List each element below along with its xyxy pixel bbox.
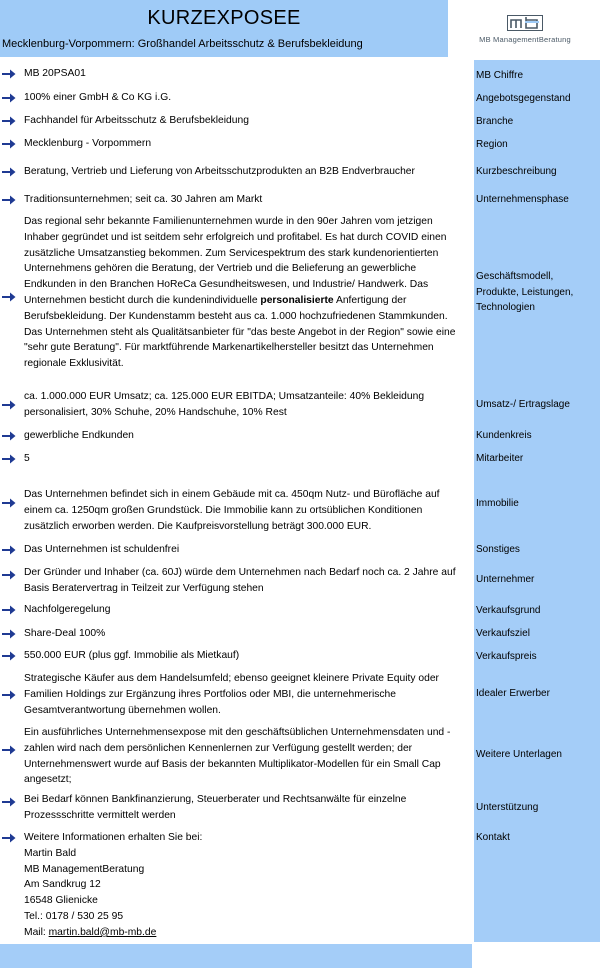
row-label: Kontakt xyxy=(476,832,510,843)
row-value: Das Unternehmen ist schuldenfrei xyxy=(24,544,180,555)
row-label: Umsatz-/ Ertragslage xyxy=(476,399,570,410)
arrow-right-icon xyxy=(2,291,16,303)
arrow-right-icon xyxy=(2,166,16,178)
arrow-right-icon xyxy=(2,430,16,442)
arrow-right-icon xyxy=(2,604,16,616)
row-value-text: Anfertigung der Berufsbekleidung. Der Kundenstamm besteht aus ca. 1.000 hochzufriedenen Stammkunden. Das Unternehmen steht als Qualitätsanbieter für "das beste Angebot in der Region" sowie eine "sehr gute Beratung". Für marktführende Markenartikelhersteller besitzt das Unternehmen regionale Exklusivität. xyxy=(24,294,456,370)
row-value: 550.000 EUR (plus ggf. Immobilie als Mietkauf) xyxy=(24,650,240,661)
arrow-right-icon xyxy=(2,194,16,206)
row-value: Der Gründer und Inhaber (ca. 60J) würde dem Unternehmen nach Bedarf noch ca. 2 Jahre auf Basis Beratervertrag in Teilzeit zur Verfügung stehen xyxy=(24,567,456,594)
contact-block xyxy=(24,830,468,941)
arrow-right-icon xyxy=(2,453,16,465)
row-value-emphasis: personalisierte xyxy=(260,294,334,306)
header-band xyxy=(0,0,448,57)
arrow-right-icon xyxy=(2,689,16,701)
arrow-right-icon xyxy=(2,832,16,844)
row-value: Bei Bedarf können Bankfinanzierung, Steuerberater und Rechtsanwälte für einzelne Prozessschritte vermittelt werden xyxy=(24,794,407,821)
row-label: Idealer Erwerber xyxy=(476,688,550,699)
row-value: 100% einer GmbH & Co KG i.G. xyxy=(24,92,172,103)
row-label: Geschäftsmodell, Produkte, Leistungen, Technologien xyxy=(476,271,574,313)
mail-prefix: Mail: xyxy=(24,926,49,938)
contact-phone: Tel.: 0178 / 530 25 95 xyxy=(24,910,124,922)
arrow-right-icon xyxy=(2,544,16,556)
row-label: MB Chiffre xyxy=(476,70,524,81)
arrow-right-icon xyxy=(2,744,16,756)
arrow-right-icon xyxy=(2,92,16,104)
row-value: Nachfolgeregelung xyxy=(24,604,111,615)
email-link[interactable]: martin.bald@mb-mb.de xyxy=(48,926,157,938)
row-label: Mitarbeiter xyxy=(476,453,524,464)
row-value: Beratung, Vertrieb und Lieferung von Arbeitsschutzprodukten an B2B Endverbraucher xyxy=(24,166,415,177)
contact-name: Martin Bald xyxy=(24,847,77,859)
row-label: Angebotsgegenstand xyxy=(476,93,571,104)
page-subtitle: Mecklenburg-Vorpommern: Großhandel Arbeitsschutz & Berufsbekleidung xyxy=(2,38,363,50)
arrow-right-icon xyxy=(2,497,16,509)
arrow-right-icon xyxy=(2,569,16,581)
row-label: Unternehmensphase xyxy=(476,194,569,205)
row-value-text: Das regional sehr bekannte Familienunternehmen wurde in den 90er Jahren vom jetzigen Inhaber gegründet und ist seitdem sehr erfolgreich und profitabel. Es hat durch COVID einen zusätzliche Umsatzanstieg bekommen. Zum Servicespektrum des stark kundenorientierten Unternehmens gehören die Beratung, der Vertrieb und die Belieferung an gewerbliche Endkunden in den Branchen HoReCa Gesundheitswesen, und Industrie/ Handwerk. Das Unternehmen besticht durch die kundenindividuelle xyxy=(24,216,447,306)
row-label: Verkaufsziel xyxy=(476,628,530,639)
arrow-right-icon xyxy=(2,399,16,411)
row-value: Das Unternehmen befindet sich in einem Gebäude mit ca. 450qm Nutz- und Bürofläche auf einem ca. 1250qm großen Grundstück. Die Immobilie kann zu ortsüblichen Konditionen zusätzlich erworben werden. Die Kaufpreisvorstellung beträgt 300.000 EUR. xyxy=(24,489,440,532)
row-value: Ein ausführliches Unternehmensexpose mit den geschäftsüblichen Unternehmensdaten und -zahlen wird nach dem persönlichen Kennenlernen zur Verfügung gestellt werden; der Unternehmenswert wurde auf Basis der bekannten Multiplikator-Modellen für ein Small Cap angesetzt; xyxy=(24,727,451,786)
contact-line: Weitere Informationen erhalten Sie bei: xyxy=(24,832,203,843)
row-value xyxy=(24,214,468,372)
row-label: Kundenkreis xyxy=(476,430,532,441)
row-value: Fachhandel für Arbeitsschutz & Berufsbekleidung xyxy=(24,115,249,126)
row-label: Kurzbeschreibung xyxy=(476,166,557,177)
row-label: Sonstiges xyxy=(476,544,520,555)
row-label: Unterstützung xyxy=(476,802,539,813)
arrow-right-icon xyxy=(2,628,16,640)
contact-street: Am Sandkrug 12 xyxy=(24,879,101,891)
contact-company: MB ManagementBeratung xyxy=(24,863,145,875)
contact-mail-line xyxy=(24,925,468,941)
arrow-right-icon xyxy=(2,68,16,80)
row-label: Branche xyxy=(476,116,514,127)
row-label: Immobilie xyxy=(476,498,519,509)
row-value: Share-Deal 100% xyxy=(24,628,106,639)
logo-text: MB ManagementBeratung xyxy=(479,35,571,44)
row-label: Unternehmer xyxy=(476,574,535,585)
row-value: ca. 1.000.000 EUR Umsatz; ca. 125.000 EUR EBITDA; Umsatzanteile: 40% Bekleidung personalisiert, 30% Schuhe, 20% Handschuhe, 10% Rest xyxy=(24,391,425,418)
row-label: Weitere Unterlagen xyxy=(476,749,562,760)
company-logo xyxy=(450,0,600,57)
mb-logo-icon xyxy=(507,15,543,31)
arrow-right-icon xyxy=(2,650,16,662)
row-value: Mecklenburg - Vorpommern xyxy=(24,138,152,149)
footer-bar xyxy=(0,944,472,968)
arrow-right-icon xyxy=(2,796,16,808)
row-label: Verkaufspreis xyxy=(476,651,537,662)
arrow-right-icon xyxy=(2,115,16,127)
row-value: Traditionsunternehmen; seit ca. 30 Jahren am Markt xyxy=(24,194,263,205)
row-value: 5 xyxy=(24,453,30,464)
arrow-right-icon xyxy=(2,138,16,150)
row-value: MB 20PSA01 xyxy=(24,68,86,79)
row-label: Verkaufsgrund xyxy=(476,605,541,616)
row-value: Strategische Käufer aus dem Handelsumfeld; ebenso geeignet kleinere Private Equity oder Familien Holdings zur Ergänzung ihres Portfolios oder MBI, die unternehmerische Gesamtverantwortung übernehmen wollen. xyxy=(24,673,439,716)
row-label: Region xyxy=(476,139,508,150)
contact-city: 16548 Glienicke xyxy=(24,895,98,907)
row-value: gewerbliche Endkunden xyxy=(24,430,134,441)
page-title: KURZEXPOSEE xyxy=(147,7,301,29)
